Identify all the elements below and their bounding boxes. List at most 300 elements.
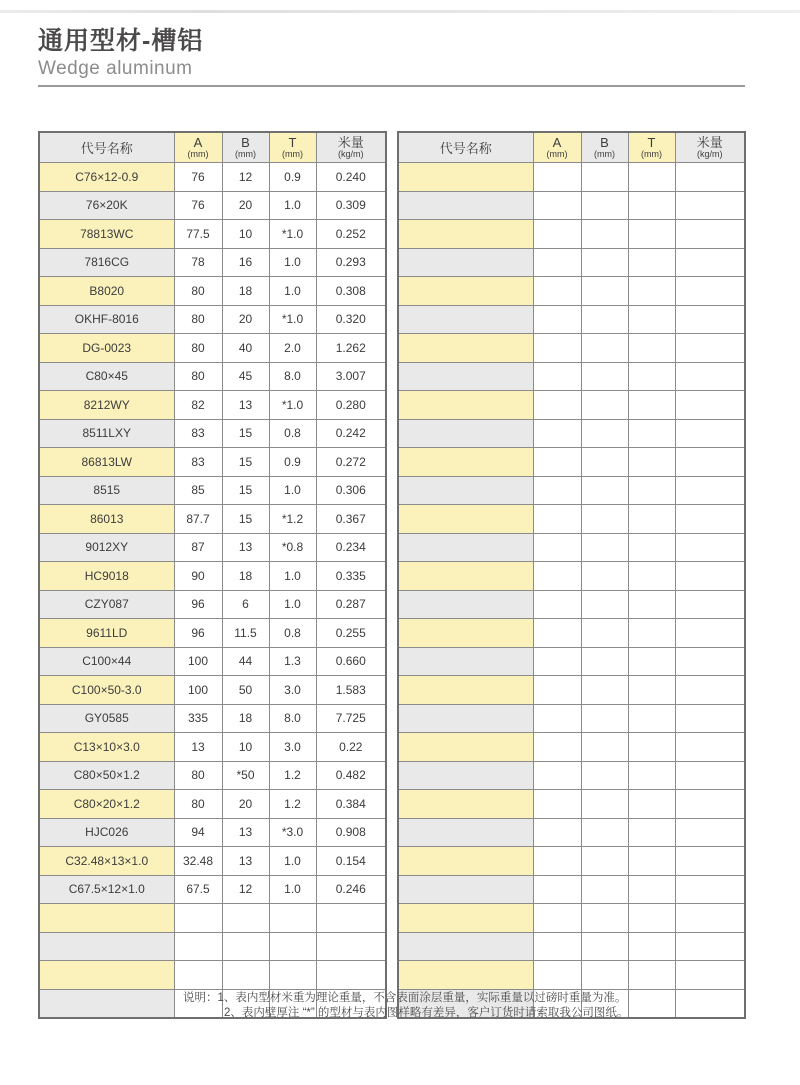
a-value-cell: 67.5 — [174, 875, 222, 904]
profile-name-cell: HC9018 — [39, 562, 174, 591]
a-value-cell: 78 — [174, 248, 222, 277]
profile-name-cell — [398, 875, 533, 904]
profile-name-cell — [398, 562, 533, 591]
a-value-cell — [174, 961, 222, 990]
weight-value-cell — [316, 961, 386, 990]
weight-value-cell — [316, 904, 386, 933]
t-value-cell — [628, 932, 675, 961]
b-value-cell: 12 — [222, 875, 269, 904]
table-row — [398, 277, 745, 306]
profile-name-cell: 76×20K — [39, 191, 174, 220]
profile-name-cell: C80×45 — [39, 362, 174, 391]
table-row — [39, 505, 386, 534]
b-value-cell — [581, 248, 628, 277]
t-value-cell: 3.0 — [269, 676, 316, 705]
weight-value-cell: 1.583 — [316, 676, 386, 705]
a-value-cell: 32.48 — [174, 847, 222, 876]
weight-value-cell — [675, 847, 745, 876]
t-value-cell — [628, 619, 675, 648]
profile-name-cell: C100×44 — [39, 647, 174, 676]
b-value-cell: 18 — [222, 704, 269, 733]
profile-name-cell — [398, 277, 533, 306]
b-value-cell: 20 — [222, 305, 269, 334]
b-value-cell: 45 — [222, 362, 269, 391]
table-row — [39, 419, 386, 448]
table-body-right — [398, 163, 745, 1019]
a-value-cell — [533, 305, 581, 334]
weight-value-cell: 0.272 — [316, 448, 386, 477]
a-value-cell: 94 — [174, 818, 222, 847]
t-value-cell — [269, 904, 316, 933]
table-row — [398, 932, 745, 961]
t-value-cell: 1.0 — [269, 476, 316, 505]
a-value-cell: 80 — [174, 277, 222, 306]
profile-name-cell: OKHF-8016 — [39, 305, 174, 334]
a-value-cell: 80 — [174, 334, 222, 363]
table-row — [39, 476, 386, 505]
table-row — [398, 875, 745, 904]
table-row — [39, 961, 386, 990]
table-row — [398, 790, 745, 819]
footnote-line-1: 说明：1、表内型材米重为理论重量，不含表面涂层重量，实际重量以过磅时重量为准。 — [183, 992, 627, 1004]
page-subtitle: Wedge aluminum — [38, 57, 193, 79]
table-row — [398, 562, 745, 591]
profile-name-cell — [398, 590, 533, 619]
t-value-cell — [628, 904, 675, 933]
t-value-cell: 1.2 — [269, 790, 316, 819]
table-row — [39, 305, 386, 334]
t-value-cell — [628, 676, 675, 705]
a-value-cell: 100 — [174, 647, 222, 676]
weight-value-cell — [675, 334, 745, 363]
weight-value-cell — [675, 248, 745, 277]
table-row — [39, 220, 386, 249]
profile-name-cell — [398, 790, 533, 819]
profile-name-cell — [398, 362, 533, 391]
profile-name-cell — [398, 676, 533, 705]
table-row — [39, 875, 386, 904]
b-value-cell — [581, 334, 628, 363]
weight-value-cell — [675, 533, 745, 562]
t-value-cell: 1.0 — [269, 191, 316, 220]
b-value-cell: 15 — [222, 419, 269, 448]
col-header-t: T (mm) — [269, 132, 316, 163]
a-value-cell — [533, 248, 581, 277]
weight-value-cell: 0.293 — [316, 248, 386, 277]
footnote-line-2: 2、表内壁厚注 “*” 的型材与表内图样略有差异，客户订货时请索取我公司图纸。 — [224, 1007, 629, 1019]
t-value-cell — [628, 562, 675, 591]
table-row — [398, 362, 745, 391]
b-value-cell: 18 — [222, 562, 269, 591]
t-value-cell: *1.2 — [269, 505, 316, 534]
profile-name-cell — [398, 391, 533, 420]
t-value-cell — [628, 220, 675, 249]
b-value-cell: 40 — [222, 334, 269, 363]
t-value-cell — [628, 847, 675, 876]
weight-value-cell — [675, 305, 745, 334]
t-value-cell: *1.0 — [269, 220, 316, 249]
t-value-cell: 1.0 — [269, 875, 316, 904]
table-row — [398, 391, 745, 420]
b-value-cell: 15 — [222, 505, 269, 534]
b-value-cell — [581, 704, 628, 733]
b-value-cell: 12 — [222, 163, 269, 192]
profile-name-cell: GY0585 — [39, 704, 174, 733]
weight-value-cell: 0.242 — [316, 419, 386, 448]
weight-value-cell — [675, 676, 745, 705]
b-value-cell — [222, 932, 269, 961]
a-value-cell — [533, 334, 581, 363]
weight-value-cell: 0.482 — [316, 761, 386, 790]
t-value-cell: 1.3 — [269, 647, 316, 676]
weight-value-cell: 0.287 — [316, 590, 386, 619]
col-header-t: T (mm) — [628, 132, 675, 163]
profile-name-cell — [398, 334, 533, 363]
a-value-cell: 76 — [174, 191, 222, 220]
profile-name-cell: C32.48×13×1.0 — [39, 847, 174, 876]
table-row — [398, 419, 745, 448]
table-row — [398, 847, 745, 876]
table-row — [398, 248, 745, 277]
table-row — [39, 277, 386, 306]
table-row — [398, 676, 745, 705]
profile-name-cell — [398, 932, 533, 961]
weight-value-cell: 0.660 — [316, 647, 386, 676]
a-value-cell: 80 — [174, 362, 222, 391]
b-value-cell — [581, 733, 628, 762]
weight-value-cell: 0.335 — [316, 562, 386, 591]
a-value-cell: 76 — [174, 163, 222, 192]
profile-name-cell: C80×20×1.2 — [39, 790, 174, 819]
a-value-cell: 80 — [174, 761, 222, 790]
profile-name-cell: DG-0023 — [39, 334, 174, 363]
b-value-cell — [581, 448, 628, 477]
t-value-cell — [628, 476, 675, 505]
profile-name-cell — [398, 961, 533, 990]
a-value-cell — [533, 590, 581, 619]
profile-name-cell: C80×50×1.2 — [39, 761, 174, 790]
a-value-cell — [533, 761, 581, 790]
a-value-cell: 83 — [174, 419, 222, 448]
t-value-cell: *0.8 — [269, 533, 316, 562]
table-row — [39, 533, 386, 562]
table-row — [398, 619, 745, 648]
table-row — [398, 761, 745, 790]
table-row — [39, 790, 386, 819]
profile-name-cell — [398, 305, 533, 334]
b-value-cell — [222, 904, 269, 933]
col-header-weight: 米量 (kg/m) — [316, 132, 386, 163]
b-value-cell: 13 — [222, 818, 269, 847]
t-value-cell — [269, 932, 316, 961]
b-value-cell — [581, 590, 628, 619]
weight-value-cell — [675, 476, 745, 505]
table-row — [398, 191, 745, 220]
weight-value-cell — [675, 191, 745, 220]
weight-value-cell — [675, 647, 745, 676]
col-header-name: 代号名称 — [398, 132, 533, 163]
t-value-cell — [628, 875, 675, 904]
table-row — [39, 676, 386, 705]
b-value-cell: 13 — [222, 533, 269, 562]
b-value-cell — [581, 505, 628, 534]
weight-value-cell — [675, 619, 745, 648]
b-value-cell — [581, 191, 628, 220]
weight-value-cell — [675, 419, 745, 448]
b-value-cell — [581, 647, 628, 676]
weight-value-cell — [675, 362, 745, 391]
col-header-name: 代号名称 — [39, 132, 174, 163]
col-header-b: B (mm) — [222, 132, 269, 163]
table-header-right — [398, 132, 745, 163]
profile-name-cell: 8212WY — [39, 391, 174, 420]
weight-value-cell — [675, 875, 745, 904]
table-row — [398, 590, 745, 619]
t-value-cell — [628, 647, 675, 676]
table-row — [39, 818, 386, 847]
weight-value-cell — [675, 989, 745, 1018]
profile-name-cell — [398, 647, 533, 676]
table-row — [39, 733, 386, 762]
a-value-cell — [533, 505, 581, 534]
t-value-cell — [628, 391, 675, 420]
profile-name-cell: C67.5×12×1.0 — [39, 875, 174, 904]
t-value-cell: 1.0 — [269, 562, 316, 591]
weight-value-cell: 0.22 — [316, 733, 386, 762]
a-value-cell — [533, 875, 581, 904]
b-value-cell: 13 — [222, 847, 269, 876]
t-value-cell: 0.9 — [269, 163, 316, 192]
profile-name-cell — [398, 904, 533, 933]
weight-value-cell — [675, 562, 745, 591]
a-value-cell — [533, 733, 581, 762]
t-value-cell — [628, 448, 675, 477]
a-value-cell: 13 — [174, 733, 222, 762]
weight-value-cell: 0.246 — [316, 875, 386, 904]
header-row — [398, 132, 745, 163]
table-row — [398, 904, 745, 933]
weight-value-cell: 0.280 — [316, 391, 386, 420]
b-value-cell: 20 — [222, 191, 269, 220]
b-value-cell: 10 — [222, 733, 269, 762]
b-value-cell — [581, 961, 628, 990]
a-value-cell: 96 — [174, 619, 222, 648]
weight-value-cell — [675, 932, 745, 961]
b-value-cell — [581, 476, 628, 505]
profile-name-cell: CZY087 — [39, 590, 174, 619]
table-row — [39, 590, 386, 619]
b-value-cell — [581, 277, 628, 306]
a-value-cell — [533, 647, 581, 676]
weight-value-cell: 0.252 — [316, 220, 386, 249]
a-value-cell — [174, 932, 222, 961]
t-value-cell: *1.0 — [269, 305, 316, 334]
profile-name-cell: 8511LXY — [39, 419, 174, 448]
weight-value-cell: 0.308 — [316, 277, 386, 306]
table-row — [398, 334, 745, 363]
b-value-cell: *50 — [222, 761, 269, 790]
a-value-cell: 85 — [174, 476, 222, 505]
col-header-a: A (mm) — [533, 132, 581, 163]
profile-name-cell: HJC026 — [39, 818, 174, 847]
t-value-cell — [628, 961, 675, 990]
t-value-cell: 2.0 — [269, 334, 316, 363]
table-row — [398, 505, 745, 534]
profile-name-cell — [398, 476, 533, 505]
weight-value-cell — [675, 761, 745, 790]
a-value-cell — [533, 818, 581, 847]
a-value-cell: 90 — [174, 562, 222, 591]
a-value-cell — [533, 790, 581, 819]
t-value-cell — [628, 761, 675, 790]
page-header — [38, 27, 745, 87]
a-value-cell: 83 — [174, 448, 222, 477]
a-value-cell — [533, 961, 581, 990]
profile-name-cell: C76×12-0.9 — [39, 163, 174, 192]
weight-value-cell — [675, 448, 745, 477]
t-value-cell: 1.0 — [269, 847, 316, 876]
t-value-cell: 8.0 — [269, 704, 316, 733]
a-value-cell — [533, 847, 581, 876]
weight-value-cell — [675, 590, 745, 619]
weight-value-cell — [675, 904, 745, 933]
t-value-cell — [628, 362, 675, 391]
profile-name-cell — [39, 961, 174, 990]
t-value-cell — [628, 163, 675, 192]
t-value-cell: *3.0 — [269, 818, 316, 847]
t-value-cell — [628, 277, 675, 306]
weight-value-cell — [675, 733, 745, 762]
b-value-cell: 15 — [222, 476, 269, 505]
profile-name-cell — [398, 619, 533, 648]
a-value-cell: 82 — [174, 391, 222, 420]
a-value-cell — [533, 191, 581, 220]
b-value-cell: 16 — [222, 248, 269, 277]
t-value-cell: 8.0 — [269, 362, 316, 391]
profile-name-cell: 78813WC — [39, 220, 174, 249]
t-value-cell — [628, 590, 675, 619]
profile-name-cell — [398, 847, 533, 876]
b-value-cell — [581, 533, 628, 562]
a-value-cell — [533, 932, 581, 961]
table-row — [398, 961, 745, 990]
weight-value-cell: 0.240 — [316, 163, 386, 192]
a-value-cell: 87 — [174, 533, 222, 562]
t-value-cell — [628, 989, 675, 1018]
table-row — [39, 362, 386, 391]
b-value-cell: 50 — [222, 676, 269, 705]
b-value-cell — [581, 676, 628, 705]
profile-name-cell — [398, 163, 533, 192]
profile-name-cell: B8020 — [39, 277, 174, 306]
weight-value-cell: 0.234 — [316, 533, 386, 562]
header-row — [39, 132, 386, 163]
profile-name-cell — [398, 818, 533, 847]
header-divider — [38, 85, 745, 87]
a-value-cell: 80 — [174, 790, 222, 819]
t-value-cell — [628, 704, 675, 733]
a-value-cell — [533, 448, 581, 477]
col-header-b: B (mm) — [581, 132, 628, 163]
weight-value-cell — [675, 961, 745, 990]
b-value-cell — [581, 619, 628, 648]
t-value-cell: 0.9 — [269, 448, 316, 477]
weight-value-cell — [675, 391, 745, 420]
b-value-cell: 6 — [222, 590, 269, 619]
t-value-cell — [628, 191, 675, 220]
weight-value-cell: 0.306 — [316, 476, 386, 505]
b-value-cell: 44 — [222, 647, 269, 676]
weight-value-cell — [675, 790, 745, 819]
profile-name-cell: 8515 — [39, 476, 174, 505]
table-row — [39, 448, 386, 477]
b-value-cell: 18 — [222, 277, 269, 306]
table-row — [39, 334, 386, 363]
a-value-cell: 100 — [174, 676, 222, 705]
t-value-cell — [628, 305, 675, 334]
b-value-cell — [581, 932, 628, 961]
weight-value-cell — [316, 932, 386, 961]
b-value-cell — [581, 562, 628, 591]
a-value-cell — [533, 220, 581, 249]
table-row — [39, 248, 386, 277]
footnotes — [183, 991, 628, 1021]
table-row — [398, 448, 745, 477]
table-row — [39, 163, 386, 192]
t-value-cell: 0.8 — [269, 419, 316, 448]
b-value-cell — [222, 961, 269, 990]
profile-name-cell: C100×50-3.0 — [39, 676, 174, 705]
b-value-cell: 13 — [222, 391, 269, 420]
table-row — [39, 761, 386, 790]
a-value-cell — [533, 362, 581, 391]
profile-name-cell: 86013 — [39, 505, 174, 534]
b-value-cell — [581, 818, 628, 847]
b-value-cell — [581, 163, 628, 192]
t-value-cell — [628, 505, 675, 534]
weight-value-cell: 0.908 — [316, 818, 386, 847]
b-value-cell: 10 — [222, 220, 269, 249]
b-value-cell — [581, 220, 628, 249]
a-value-cell — [533, 419, 581, 448]
t-value-cell: 1.2 — [269, 761, 316, 790]
table-row — [39, 704, 386, 733]
profile-name-cell — [398, 761, 533, 790]
a-value-cell — [533, 163, 581, 192]
table-body-left — [39, 163, 386, 1019]
profile-name-cell — [398, 704, 533, 733]
weight-value-cell: 0.320 — [316, 305, 386, 334]
a-value-cell — [174, 904, 222, 933]
profile-name-cell — [39, 904, 174, 933]
t-value-cell: 1.0 — [269, 248, 316, 277]
weight-value-cell — [675, 220, 745, 249]
b-value-cell — [581, 790, 628, 819]
b-value-cell — [581, 847, 628, 876]
t-value-cell: 1.0 — [269, 277, 316, 306]
weight-value-cell — [675, 277, 745, 306]
t-value-cell — [628, 248, 675, 277]
weight-value-cell — [675, 704, 745, 733]
b-value-cell: 20 — [222, 790, 269, 819]
table-row — [398, 733, 745, 762]
a-value-cell — [533, 476, 581, 505]
table-row — [398, 818, 745, 847]
a-value-cell: 87.7 — [174, 505, 222, 534]
t-value-cell — [628, 733, 675, 762]
spec-table-left — [38, 131, 387, 1019]
t-value-cell — [269, 961, 316, 990]
